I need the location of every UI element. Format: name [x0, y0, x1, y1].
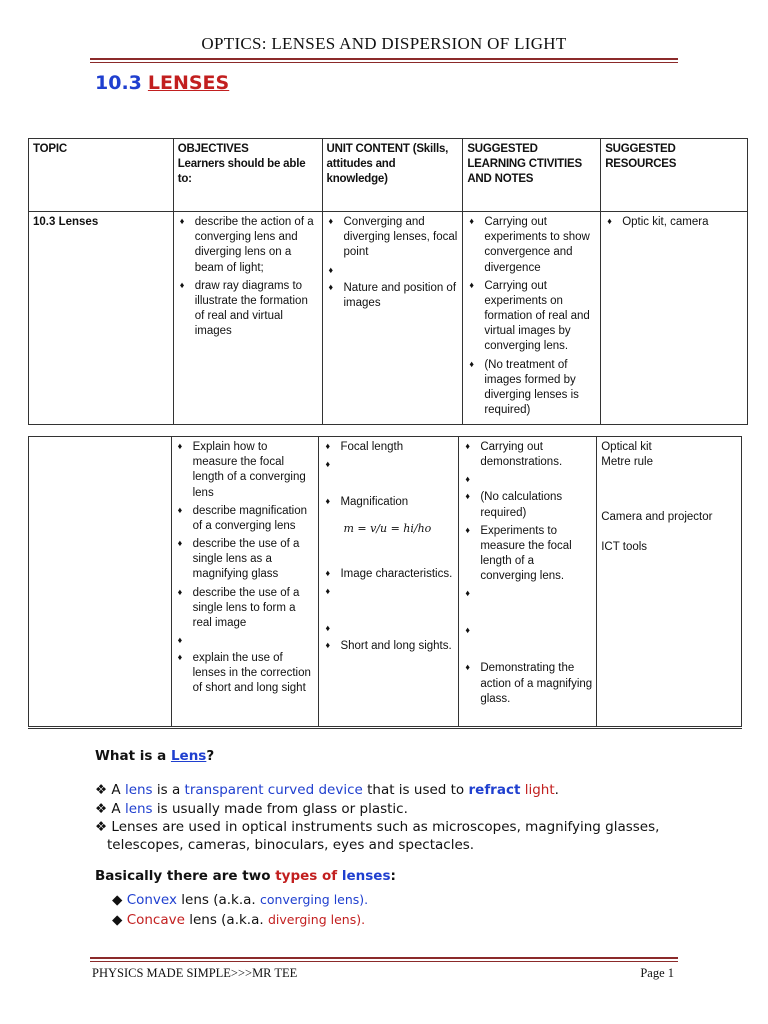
- footer-rule: [90, 957, 678, 959]
- lens-type-aka: converging lens).: [260, 892, 369, 907]
- section-heading: [95, 72, 229, 94]
- list-item: ♦ describe the action of a converging lens and diverging lens on a beam of light;: [195, 215, 318, 276]
- spacer: [340, 622, 454, 636]
- header-objectives: [173, 139, 322, 212]
- row1-resources: [601, 212, 748, 425]
- table-row: [29, 437, 742, 727]
- lens-type-aka: diverging lens).: [267, 912, 366, 928]
- footer-title: PHYSICS MADE SIMPLE>>>MR TEE: [92, 966, 298, 980]
- list-item: ♦ describe magnification of a converging lens: [193, 504, 315, 534]
- header-activities: SUGGESTED LEARNING CTIVITIES AND NOTES: [463, 139, 601, 212]
- question-prefix: What is a: [95, 748, 171, 764]
- list-item: ❖ A lens is a transparent curved device that is used to refract light.: [95, 782, 559, 798]
- list-item: ❖ A lens is usually made from glass or plastic.: [95, 800, 408, 817]
- spacer: [480, 473, 592, 487]
- list-item: ♦ Short and long sights.: [340, 639, 454, 654]
- list-item: ♦ Carrying out experiments to show convergence and divergence: [484, 215, 596, 276]
- list-item: ◆ Convex lens (a.k.a. converging lens).: [112, 892, 369, 908]
- row1-objectives: [173, 212, 322, 425]
- row2-objectives: [171, 437, 319, 727]
- list-item: ♦ Carrying out experiments on formation of real and virtual images by converging lens.: [484, 279, 596, 355]
- list-item: ♦ (No treatment of images formed by diverging lenses is required): [484, 358, 596, 419]
- list-item: ♦ describe the use of a single lens to form a real image: [193, 586, 315, 632]
- page-header-title: OPTICS: LENSES AND DISPERSION OF LIGHT: [201, 34, 567, 53]
- spacer: [601, 470, 737, 510]
- list-item: ♦ draw ray diagrams to illustrate the formation of real and virtual images: [195, 279, 318, 340]
- list-item: ♦ Demonstrating the action of a magnifying glass.: [480, 661, 592, 707]
- text-fragment: .: [554, 782, 559, 798]
- term-device: transparent curved device: [184, 782, 363, 798]
- term-lens: lens: [124, 782, 153, 798]
- term-lenses: lenses: [341, 868, 391, 884]
- list-item: ♦ Experiments to measure the focal length of a converging lens.: [480, 524, 592, 585]
- term-light: light: [524, 782, 555, 798]
- lens-type-name: Convex: [126, 892, 177, 908]
- text-fragment: that is used to: [362, 782, 469, 798]
- spacer: [193, 634, 315, 648]
- header-objectives-title: OBJECTIVES: [177, 143, 249, 155]
- syllabus-table-top: [28, 138, 748, 425]
- term-types: types of: [275, 868, 338, 884]
- syllabus-table-continued: [28, 436, 742, 727]
- spacer: [601, 526, 737, 540]
- resource-item: ICT tools: [601, 540, 648, 553]
- header-objectives-sub: Learners should be able to:: [177, 158, 306, 186]
- list-item: ♦ Focal length: [340, 440, 454, 455]
- term-lens: lens: [124, 800, 153, 817]
- list-item: ♦ describe the use of a single lens as a magnifying glass: [193, 537, 315, 583]
- row1-content: [322, 212, 463, 425]
- section-number: 10.3: [95, 72, 142, 94]
- list-item: ♦ explain the use of lenses in the correction of short and long sight: [193, 651, 315, 697]
- list-item: ♦ Image characteristics.: [340, 567, 454, 582]
- spacer: [480, 624, 592, 658]
- header-topic: TOPIC: [29, 139, 174, 212]
- text-fragment: is usually made from glass or plastic.: [152, 800, 408, 817]
- spacer: [344, 264, 459, 278]
- header-resources: SUGGESTED RESOURCES: [601, 139, 748, 212]
- row1-topic: 10.3 Lenses: [29, 212, 174, 425]
- list-item: ♦ Optic kit, camera: [622, 215, 743, 230]
- row2-topic: [29, 437, 172, 727]
- header-rule-thin: [90, 62, 678, 63]
- what-is-lens-question: [95, 748, 214, 764]
- text-fragment: is a: [152, 782, 185, 798]
- text-fragment: Basically there are two: [95, 868, 276, 884]
- question-suffix: ?: [206, 748, 215, 764]
- table-cut-edge: [28, 728, 742, 734]
- resource-item: Camera and projector: [601, 511, 713, 524]
- row2-resources: [597, 437, 742, 727]
- lens-type-name: Concave: [126, 912, 185, 929]
- list-item: ♦ (No calculations required): [480, 490, 592, 520]
- list-item: ❖ Lenses are used in optical instruments such as microscopes, magnifying glasses, telescopes, cameras, binoculars, eyes and spectacles.: [95, 819, 660, 853]
- list-item: ◆ Concave lens (a.k.a. diverging lens).: [112, 912, 366, 929]
- page-number: Page 1: [640, 966, 674, 980]
- header-unit-content: UNIT CONTENT (Skills, attitudes and knowledge): [322, 139, 463, 212]
- section-title: LENSES: [147, 72, 230, 94]
- footer-rule-thin: [90, 961, 678, 962]
- text-fragment: A: [111, 782, 125, 798]
- text-fragment: lens (a.k.a.: [184, 912, 268, 929]
- lens-types-list: [112, 890, 368, 931]
- list-item: ♦ Magnification: [340, 495, 454, 510]
- resource-item: Metre rule: [601, 456, 654, 469]
- table-header-row: [29, 139, 748, 212]
- question-term: Lens: [170, 748, 207, 764]
- row2-content: [319, 437, 459, 727]
- lens-facts-list: [95, 782, 705, 855]
- term-refract: refract: [468, 782, 521, 798]
- spacer: [480, 587, 592, 621]
- text-fragment: :: [390, 868, 396, 884]
- row1-activities: [463, 212, 601, 425]
- table-row: [29, 212, 748, 425]
- text-fragment: Lenses are used in optical instruments such as microscopes, magnifying glasses, telescopes, cameras, binoculars, eyes and spectacles.: [107, 819, 660, 853]
- magnification-formula: m = v/u = hi/ho: [343, 522, 432, 536]
- spacer: [340, 458, 454, 492]
- spacer: [340, 585, 454, 619]
- row2-activities: [459, 437, 597, 727]
- text-fragment: lens (a.k.a.: [176, 892, 261, 908]
- text-fragment: A: [111, 800, 125, 817]
- resource-item: Optical kit: [601, 441, 652, 453]
- list-item: ♦ Carrying out demonstrations.: [480, 440, 592, 470]
- types-of-lenses-heading: [95, 868, 396, 884]
- list-item: ♦ Nature and position of images: [344, 281, 459, 311]
- list-item: ♦ Explain how to measure the focal length of a converging lens: [193, 440, 315, 501]
- header-rule: [90, 58, 678, 60]
- list-item: ♦ Converging and diverging lenses, focal point: [344, 215, 459, 261]
